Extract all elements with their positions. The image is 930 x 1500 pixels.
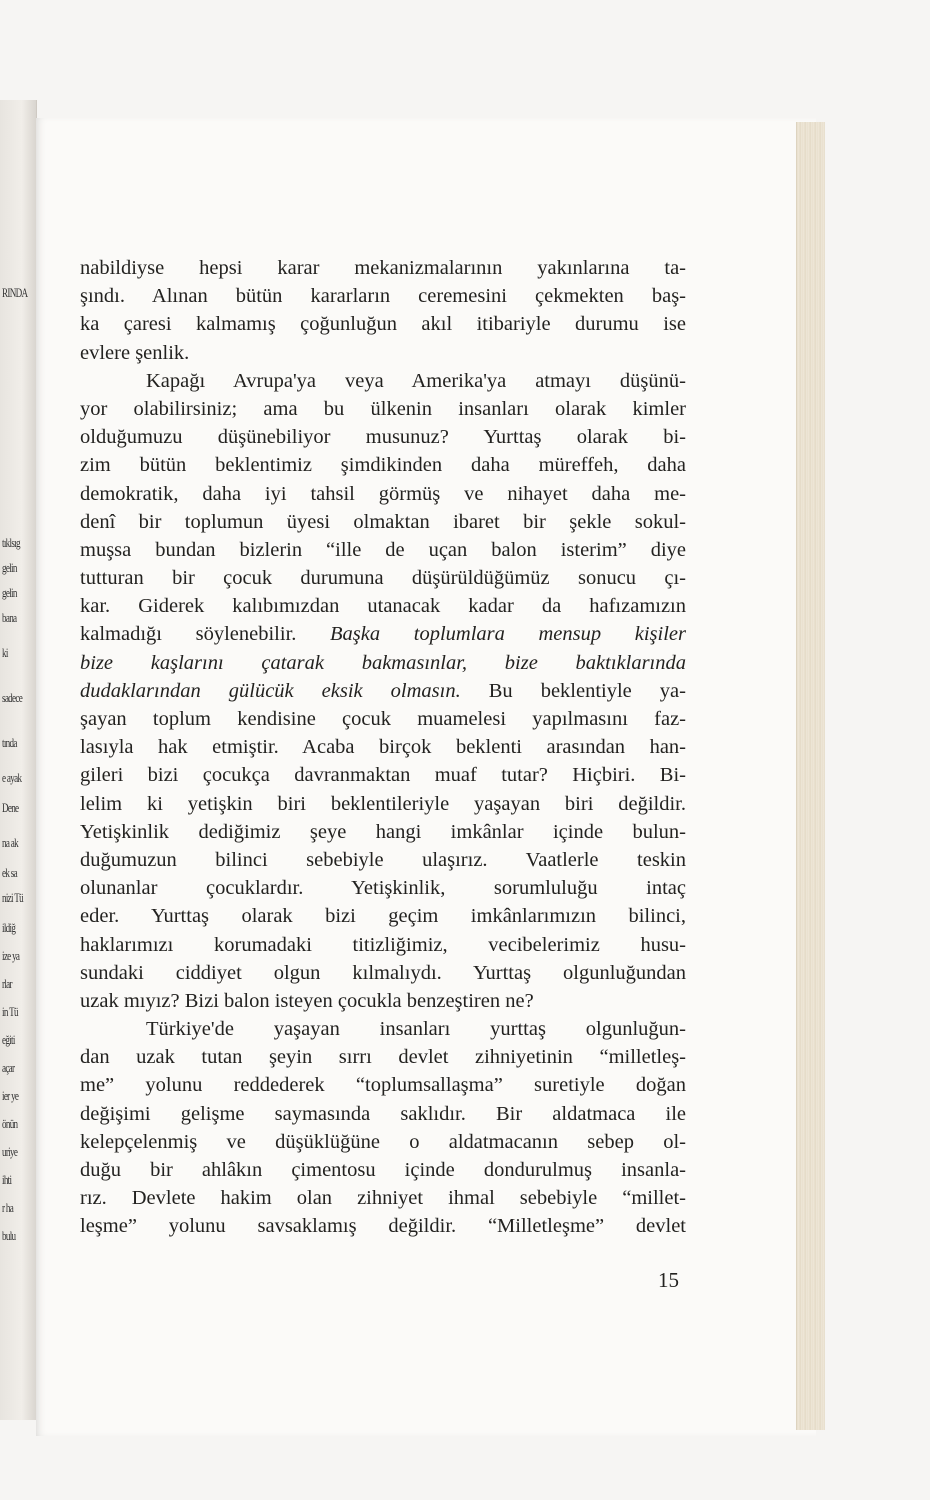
left-page-fragment: ki: [2, 645, 8, 660]
normal-text: kalmadığı söylenebilir.: [80, 623, 331, 646]
text-line: olunanlar çocuklardır. Yetişkinlik, sorumluluğu intaç: [80, 877, 686, 900]
left-page-fragment: ier ye: [2, 1088, 19, 1103]
left-page-fragment: in Tü: [2, 1004, 18, 1019]
text-line-mixed: [80, 677, 686, 705]
text-line: duğumuzun bilinci sebebiyle ulaşırız. Vaatlerle teskin: [80, 848, 686, 871]
text-line: tutturan bir çocuk durumuna düşürüldüğümüz sonucu çı-: [80, 567, 686, 590]
left-page-fragment: Dene: [2, 800, 19, 815]
text-line: ka çaresi kalmamış çoğunluğun akıl itibariyle durumu ise: [80, 313, 686, 336]
left-page-fragment: ihti: [2, 1172, 12, 1187]
text-line: şayan toplum kendisine çocuk muamelesi yapılmasını faz-: [80, 708, 686, 730]
body-text: [80, 254, 686, 1241]
left-page-fragment: nizi Tü: [2, 890, 23, 905]
left-page-fragment: gelin: [2, 560, 17, 575]
text-line: Kapağı Avrupa'ya veya Amerika'ya atmayı düşünü-: [146, 369, 686, 392]
text-line: me” yolunu reddederek “toplumsallaşma” suretiyle doğan: [80, 1074, 686, 1097]
text-line: muşsa bundan bizlerin “ille de uçan balon isterim” diye: [80, 538, 686, 561]
left-page-fragment: açar: [2, 1060, 15, 1075]
left-page-fragment: e ayak: [2, 770, 22, 785]
text-line: uzak mıyız? Bizi balon isteyen çocukla benzeştiren ne?: [80, 989, 534, 1012]
text-line: kar. Giderek kalıbımızdan utanacak kadar da hafızamızın: [80, 595, 686, 618]
normal-text: Bu beklentiyle ya-: [460, 679, 686, 702]
left-page-fragment: ize ya: [2, 948, 20, 963]
text-line-mixed: [80, 620, 686, 648]
left-page-fragment: na ak: [2, 835, 18, 850]
text-line: gileri bizi çocukça davranmaktan muaf tutar? Hiçbiri. Bi-: [80, 764, 686, 787]
text-line: zim bütün beklentimiz şimdikinden daha müreffeh, daha: [80, 454, 686, 477]
left-page-fragment: tında: [2, 735, 17, 750]
left-page-fragment: sadece: [2, 690, 23, 705]
text-line: rız. Devlete hakim olan zihniyet ihmal sebebiyle “millet-: [80, 1187, 686, 1210]
text-line: sundaki ciddiyet olgun kılmalıydı. Yurttaş olgunluğundan: [80, 961, 686, 984]
italic-text: dudaklarından gülücük eksik olmasın.: [80, 679, 461, 702]
italic-line: bize kaşlarını çatarak bakmasınlar, bize baktıklarında: [80, 651, 686, 674]
text-line: lasıyla hak etmiştir. Acaba birçok beklenti arasından han-: [80, 736, 686, 759]
text-line: denî bir toplumun üyesi olmaktan ibaret bir şekle sokul-: [80, 510, 686, 533]
left-page-fragment: rlar: [2, 976, 12, 991]
page-number: 15: [658, 1268, 679, 1292]
text-line: leşme” yolunu savsaklamış değildir. “Milletleşme” devlet: [80, 1215, 686, 1238]
text-line: dan uzak tutan şeyin sırrı devlet zihniyetinin “milletleş-: [80, 1046, 686, 1069]
left-page-fragment: bana: [2, 610, 17, 625]
text-line: nabildiyse hepsi karar mekanizmalarının yakınlarına ta-: [80, 257, 686, 279]
left-page-fragment: ek sa: [2, 865, 17, 880]
text-line: evlere şenlik.: [80, 341, 190, 364]
text-line: haklarımızı korumadaki titizliğimiz, vecibelerimiz husu-: [80, 933, 686, 956]
left-page-fragment: önün: [2, 1116, 18, 1131]
text-line: Yetişkinlik dediğimiz şeye hangi imkânlar içinde bulun-: [80, 820, 686, 843]
text-line: lelim ki yetişkin biri beklentileriyle yaşayan biri değildir.: [80, 792, 686, 815]
left-page-fragment: uriye: [2, 1144, 18, 1159]
left-page-fragment: bulu: [2, 1228, 16, 1243]
text-line: kelepçelenmiş ve düşüklüğüne o aldatmacanın sebep ol-: [80, 1130, 686, 1153]
text-line: Türkiye'de yaşayan insanları yurttaş olgunluğun-: [146, 1018, 686, 1041]
text-line: eder. Yurttaş olarak bizi geçim imkânlarımızın bilinci,: [80, 905, 686, 928]
text-line: olduğumuzu düşünebiliyor musunuz? Yurttaş olarak bi-: [80, 426, 686, 449]
italic-text: Başka toplumlara mensup kişiler: [330, 623, 686, 646]
left-page-fragment: tıklsıg: [2, 535, 20, 550]
left-page-fragment: gelin: [2, 585, 17, 600]
left-page-fragment: RINDA: [2, 285, 28, 300]
text-line: duğu bir ahlâkın çimentosu içinde dondurulmuş insanla-: [80, 1159, 686, 1181]
left-page-fragment: ildiğ: [2, 920, 16, 935]
left-page-fragment: r ha: [2, 1200, 14, 1215]
text-line: şındı. Alınan bütün kararların ceremesini çekmekten baş-: [80, 285, 686, 308]
left-page-fragment: eğiti: [2, 1032, 15, 1047]
page-block-edge: [796, 122, 825, 1430]
left-page-edge: [0, 100, 37, 1420]
text-line: değişimi gelişme saymasında saklıdır. Bir aldatmaca ile: [80, 1102, 686, 1125]
text-line: yor olabilirsiniz; ama bu ülkenin insanları olarak kimler: [80, 397, 686, 420]
text-line: demokratik, daha iyi tahsil görmüş ve nihayet daha me-: [80, 482, 686, 505]
